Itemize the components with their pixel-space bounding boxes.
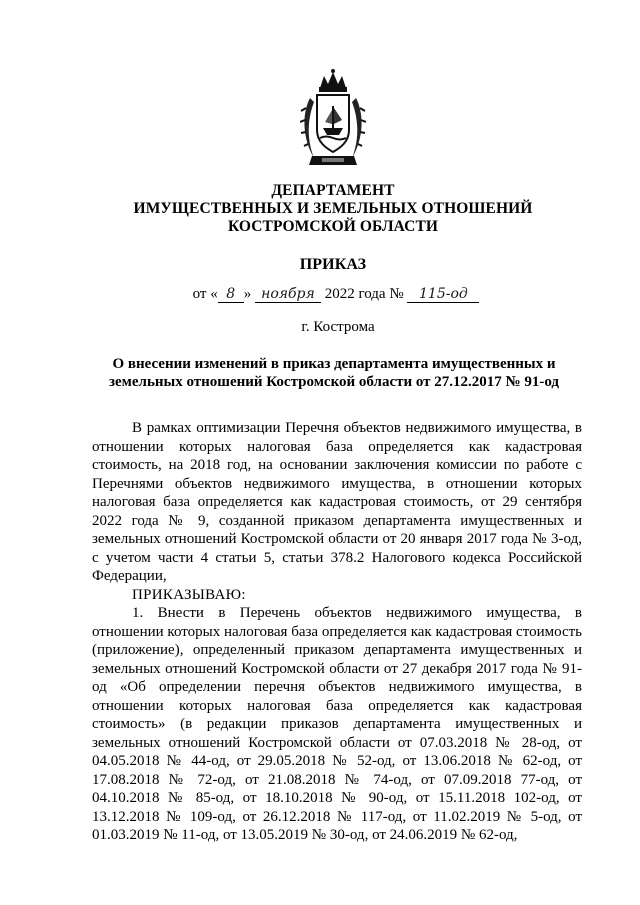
- date-number-line: [0, 285, 640, 303]
- city-name: г. Кострома: [301, 319, 375, 335]
- handwritten-order-number: 115-од: [407, 286, 479, 303]
- document-type: ПРИКАЗ: [299, 256, 367, 273]
- document-body: [92, 419, 582, 845]
- department-title-line-2: ИМУЩЕСТВЕННЫХ И ЗЕМЕЛЬНЫХ ОТНОШЕНИЙ: [133, 200, 533, 217]
- date-prefix: от «: [192, 286, 218, 302]
- department-title-line-3: КОСТРОМСКОЙ ОБЛАСТИ: [227, 218, 439, 235]
- date-quote-close: »: [243, 286, 252, 302]
- subject-line-2: земельных отношений Костромской области от 27.12.2017 № 91-од: [108, 374, 560, 390]
- handwritten-month: ноября: [255, 286, 321, 303]
- preamble-paragraph: В рамках оптимизации Перечня объектов недвижимого имущества, в отношении которых налоговая база определяется как кадастровая стоимость, на 2018 год, на основании заключения комиссии по работе с Перечнями объектов недвижимого имущества, в отношении которых налоговая база определяется как кадастровая стоимость, от 29 сентября 2022 года № 9, созданной приказом департамента имущественных и земельных отношений Костромской области от 20 января 2017 года № 3-од, с учетом части 4 статьи 5, статьи 378.2 Налогового кодекса Российской Федерации,: [92, 420, 582, 584]
- subject-line-1: О внесении изменений в приказ департамента имущественных и: [112, 356, 556, 372]
- item-1-paragraph: 1. Внести в Перечень объектов недвижимого имущества, в отношении которых налоговая база определяется как кадастровая стоимость (приложение), определенный приказом департамента имущественных и земельных отношений Костромской области от 27 декабря 2017 года № 91-од «Об определении перечня объектов недвижимого имущества, в отношении которых налоговая база определяется как кадастровая стоимость» (в редакции приказов департамента имущественных и земельных отношений Костромской области от 07.03.2018 № 28-од, от 04.05.2018 № 44-од, от 29.05.2018 № 52-од, от 13.06.2018 № 62-од, от 17.08.2018 № 72-од, от 21.08.2018 № 74-од, от 07.09.2018 77-од, от 04.10.2018 № 85-од, от 18.10.2018 № 90-од, от 15.11.2018 102-од, от 13.12.2018 № 109-од, от 26.12.2018 № 117-од, от 11.02.2019 № 5-од, от 01.03.2019 № 11-од, от 13.05.2019 № 30-од, от 24.06.2019 № 62-од,: [92, 605, 583, 843]
- order-word: ПРИКАЗЫВАЮ:: [132, 586, 246, 603]
- handwritten-day: 8: [218, 286, 244, 303]
- coat-of-arms-icon: [300, 68, 366, 172]
- year-and-number-label: 2022 года №: [324, 286, 404, 302]
- department-title-line-1: ДЕПАРТАМЕНТ: [271, 182, 395, 199]
